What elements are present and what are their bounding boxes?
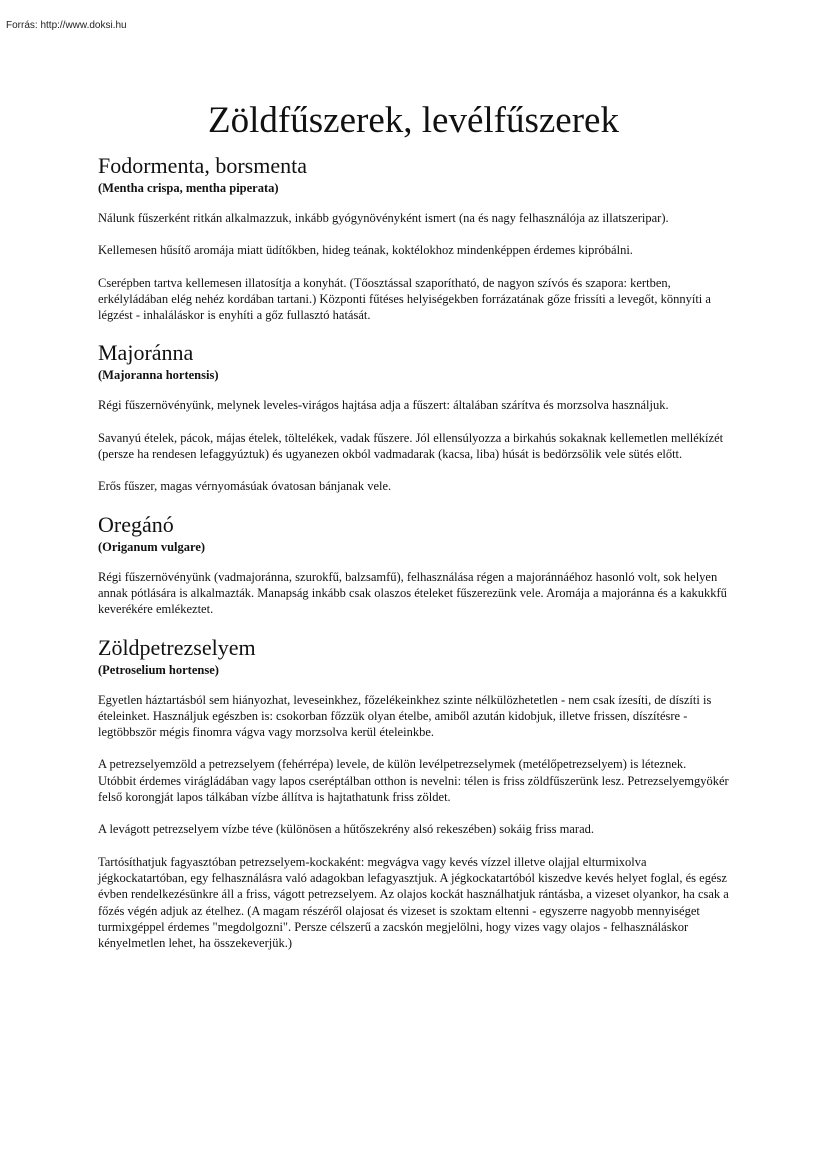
page-title: Zöldfűszerek, levélfűszerek — [208, 100, 619, 141]
latin-name: (Mentha crispa, mentha piperata) — [98, 181, 279, 195]
paragraph: Egyetlen háztartásból sem hiányozhat, leveseinkhez, főzelékeinkhez szinte nélkülözhetetlen - nem csak ízesíti, de díszíti is ételeinket. Használjuk egészben is: csokorban főzzük olyan ételbe, amiből azután kidobjuk, illetve frissen, díszítésre - legtöbbször mégis finomra vágva vagy morzsolva kerül ételeinkbe. — [98, 692, 712, 740]
section-fodormenta — [98, 152, 734, 323]
paragraph: Tartósíthatjuk fagyasztóban petrezselyem-kockaként: megvágva vagy kevés vízzel illetve olajjal elturmixolva jégkockatartóban, egy felhasználásra való adagokban lefagyasztjuk. A jégkockatartóból kiszedve kevés helyet foglal, és egész évben rendelkezésünkre áll a friss, vágott petrezselyem. Az olajos kockát használhatjuk rántásba, a vizeset olyankor, ha csak a főzés végén adjuk az ételhez. (A magam részéről olajosat és vizeset is szoktam eltenni - egyszerre nagyobb mennyiséget turmixgéppel érdemes "megdolgozni". Persze célszerű a zacskón megjelölni, hogy vizes vagy olajos - felhasználáskor kényelmetlen lehet, ha összekeverjük.) — [98, 854, 729, 951]
section-zoldpetrezselyem — [98, 634, 734, 952]
paragraph: Erős fűszer, magas vérnyomásúak óvatosan bánjanak vele. — [98, 479, 392, 494]
section-heading: Oregánó — [98, 511, 174, 537]
source-url: Forrás: http://www.doksi.hu — [6, 20, 127, 31]
paragraph: Régi fűszernövényünk, melynek leveles-virágos hajtása adja a fűszert: általában szárítva és morzsolva használjuk. — [98, 398, 669, 413]
section-heading: Fodormenta, borsmenta — [98, 153, 307, 178]
paragraph: Nálunk fűszerként ritkán alkalmazzuk, inkább gyógynövényként ismert (na és nagy felhasználója az illatszeripar). — [98, 211, 669, 225]
section-majoranna — [98, 339, 734, 494]
latin-name: (Petroselium hortense) — [98, 662, 219, 677]
section-heading: Zöldpetrezselyem — [98, 634, 256, 660]
paragraph: Régi fűszernövényünk (vadmajoránna, szurokfű, balzsamfű), felhasználása régen a majoránnáéhoz hasonló volt, sok helyen annak pótlására is alkalmazták. Manapság inkább csak olaszos ételeket fűszerezünk vele. Aromája a majoránna és a kakukkfű keverékére emlékeztet. — [98, 569, 727, 617]
section-heading: Majoránna — [98, 340, 194, 366]
section-oregano — [98, 511, 734, 618]
paragraph: A levágott petrezselyem vízbe téve (különösen a hűtőszekrény alsó rekeszében) sokáig friss marad. — [98, 822, 595, 837]
latin-name: (Origanum vulgare) — [98, 539, 206, 554]
paragraph: Kellemesen hűsítő aromája miatt üdítőkben, hideg teának, koktélokhoz mindenképpen érdemes kipróbálni. — [98, 243, 633, 258]
paragraph: Savanyú ételek, pácok, májas ételek, töltelékek, vadak fűszere. Jól ellensúlyozza a birkahús sokaknak kellemetlen mellékízét (persze ha rendesen lefaggyúztuk) és ugyanezen okból vadmadarak (kacsa, liba) húsát is bedörzsölik vele sütés előtt. — [98, 430, 724, 462]
latin-name: (Majoranna hortensis) — [98, 368, 219, 383]
paragraph: Cserépben tartva kellemesen illatosítja a konyhát. (Tőosztással szaporítható, de nagyon szívós és szapora: kertben, erkélyládában elég nehéz kordában tartani.) Központi fűtéses helyiségekben forrázatának gőze frissíti a levegőt, könnyíti a légzést - inhaláláskor is enyhíti a gőz fullasztó hatását. — [98, 275, 711, 323]
document-body — [98, 152, 734, 967]
paragraph: Utóbbit érdemes virágládában vagy lapos cseréptálban otthon is nevelni: télen is friss zöldfűszerünk lesz. Petrezselyemgyökér felső korongját lapos tálkában vízbe állítva is hajtathatunk friss zöldet. — [98, 773, 729, 805]
paragraph: A petrezselyemzöld a petrezselyem (fehérrépa) levele, de külön levélpetrezselymek (metélőpetrezselyem) is léteznek. — [98, 757, 687, 772]
